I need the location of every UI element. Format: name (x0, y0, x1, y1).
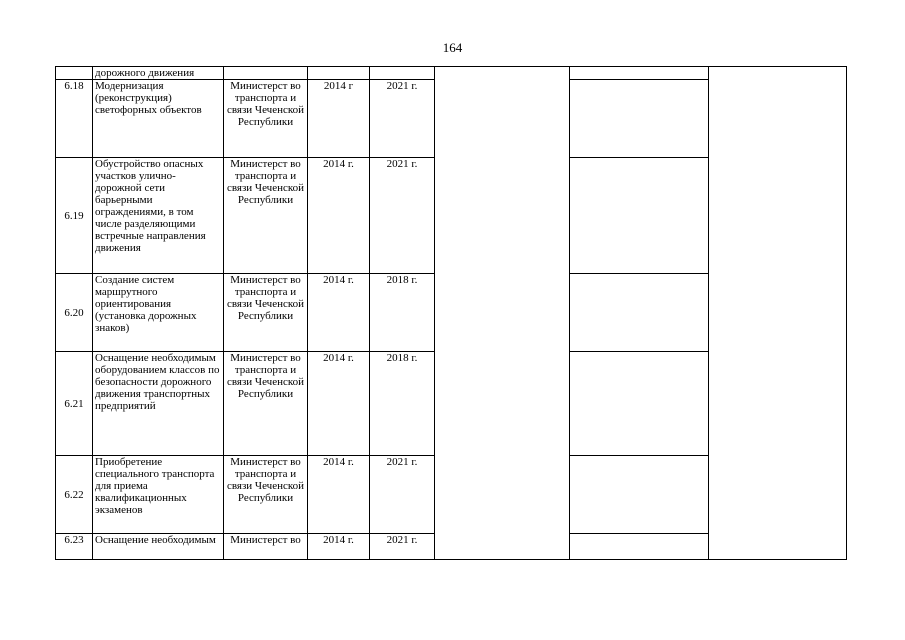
end-date-cell: 2018 г. (370, 352, 435, 456)
executor-cell: Министерст во транспорта и связи Чеченской Республики (224, 456, 308, 534)
end-date-cell: 2021 г. (370, 80, 435, 158)
measure-name-cell: Приобретение специального транспорта для приема квалификационных экзаменов (93, 456, 224, 534)
start-date-cell (308, 67, 370, 80)
start-date-cell: 2014 г (308, 80, 370, 158)
executor-cell: Министерст во (224, 534, 308, 560)
measure-name-cell: Обустройство опасных участков улично-дорожной сети барьерными ограждениями, в том числе разделяющими встречные направления движения (93, 158, 224, 274)
row-number-cell: 6.22 (56, 456, 93, 534)
funding-cell (570, 534, 709, 560)
measure-name-cell: дорожного движения (93, 67, 224, 80)
row-number-cell: 6.20 (56, 274, 93, 352)
measure-name-cell: Создание систем маршрутного ориентирования (установка дорожных знаков) (93, 274, 224, 352)
row-number-cell: 6.19 (56, 158, 93, 274)
funding-cell (570, 67, 709, 80)
merged-column-cell (435, 67, 570, 560)
measure-name-cell: Модернизация (реконструкция) светофорных объектов (93, 80, 224, 158)
end-date-cell: 2021 г. (370, 456, 435, 534)
funding-cell (570, 80, 709, 158)
executor-cell: Министерст во транспорта и связи Чеченской Республики (224, 352, 308, 456)
start-date-cell: 2014 г. (308, 456, 370, 534)
start-date-cell: 2014 г. (308, 158, 370, 274)
table-row-continued (56, 67, 847, 80)
row-number-cell: 6.23 (56, 534, 93, 560)
funding-cell (570, 274, 709, 352)
funding-cell (570, 352, 709, 456)
measure-name-cell: Оснащение необходимым (93, 534, 224, 560)
end-date-cell (370, 67, 435, 80)
executor-cell: Министерст во транспорта и связи Чеченской Республики (224, 274, 308, 352)
merged-last-column-cell (709, 67, 847, 560)
page-number: 164 (442, 40, 463, 55)
end-date-cell: 2021 г. (370, 534, 435, 560)
row-number-cell: 6.21 (56, 352, 93, 456)
end-date-cell: 2021 г. (370, 158, 435, 274)
executor-cell: Министерст во транспорта и связи Чеченской Республики (224, 158, 308, 274)
row-number-cell (56, 67, 93, 80)
row-number-cell: 6.18 (56, 80, 93, 158)
executor-cell (224, 67, 308, 80)
start-date-cell: 2014 г. (308, 274, 370, 352)
funding-cell (570, 456, 709, 534)
start-date-cell: 2014 г. (308, 534, 370, 560)
end-date-cell: 2018 г. (370, 274, 435, 352)
start-date-cell: 2014 г. (308, 352, 370, 456)
executor-cell: Министерст во транспорта и связи Чеченской Республики (224, 80, 308, 158)
funding-cell (570, 158, 709, 274)
measures-table (55, 66, 847, 560)
measure-name-cell: Оснащение необходимым оборудованием классов по безопасности дорожного движения транспортных предприятий (93, 352, 224, 456)
